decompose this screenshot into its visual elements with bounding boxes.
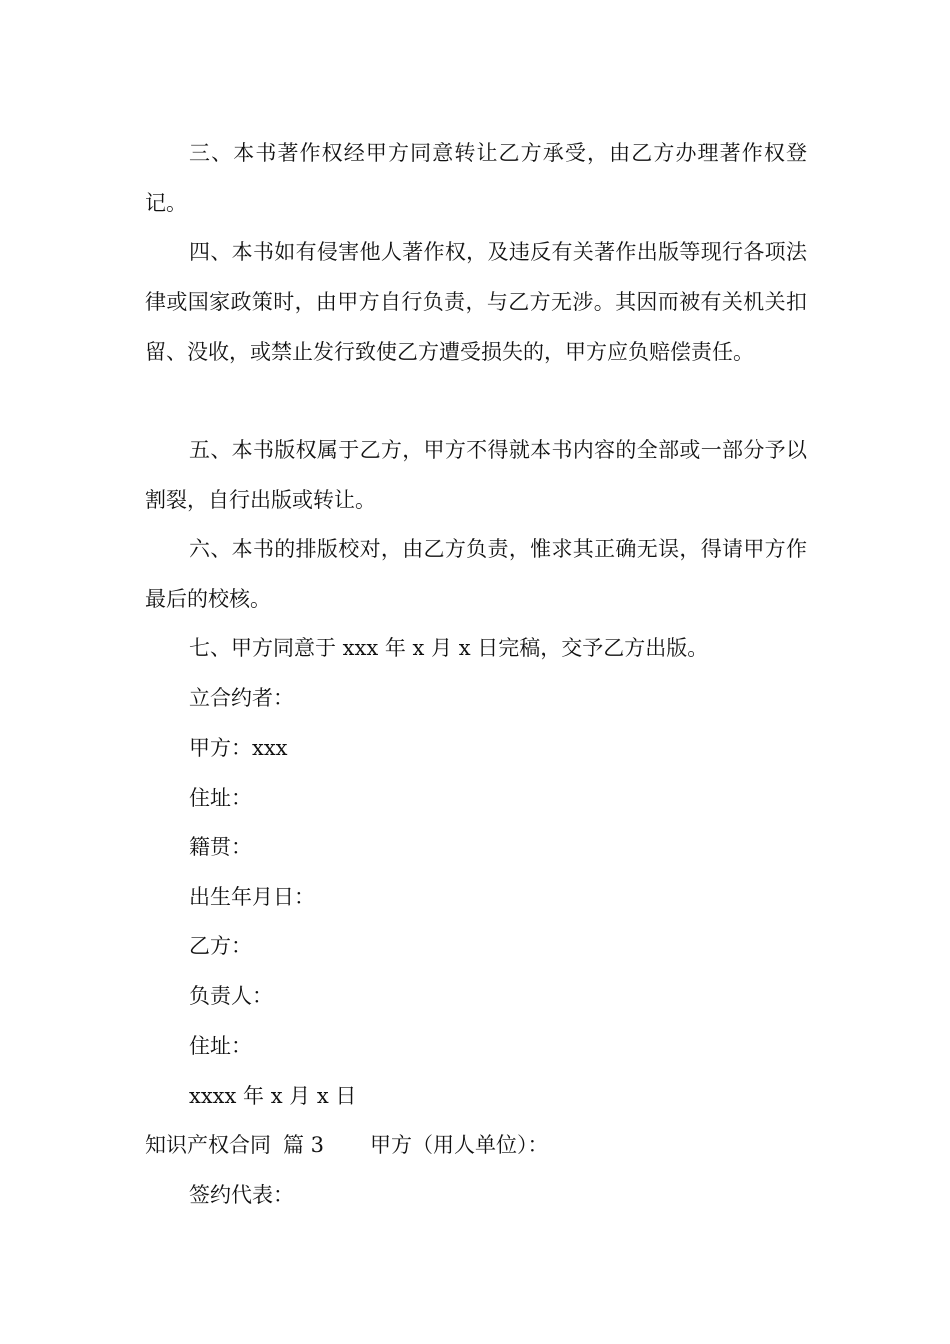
section-number: 篇 3 [283, 1133, 325, 1157]
clause-5: 五、本书版权属于乙方，甲方不得就本书内容的全部或一部分予以割裂，自行出版或转让。 [145, 438, 807, 512]
party-b-line: 乙方： [189, 934, 252, 958]
signing-representative: 签约代表： [189, 1183, 294, 1207]
birth-date-line: 出生年月日： [189, 885, 315, 909]
clause-4: 四、本书如有侵害他人著作权，及违反有关著作出版等现行各项法律或国家政策时，由甲方自行负责，与乙方无涉。其因而被有关机关扣留、没收，或禁止发行致使乙方遭受损失的，甲方应负赔偿责任。 [145, 240, 807, 364]
section-heading [145, 1120, 549, 1170]
section-title: 知识产权合同 [145, 1133, 271, 1157]
parties-label: 立合约者： [189, 686, 294, 710]
employer-party-label: 甲方（用人单位）： [370, 1133, 549, 1157]
clause-6: 六、本书的排版校对，由乙方负责，惟求其正确无误，得请甲方作最后的校核。 [145, 537, 807, 611]
signing-date: xxxx 年 x 月 x 日 [189, 1084, 357, 1108]
clause-3: 三、本书著作权经甲方同意转让乙方承受，由乙方办理著作权登记。 [145, 141, 807, 215]
party-a-address: 住址： [189, 786, 252, 810]
person-in-charge-line: 负责人： [189, 984, 273, 1008]
native-place-line: 籍贯： [189, 835, 252, 859]
party-b-address: 住址： [189, 1034, 252, 1058]
party-a-line: 甲方：xxx [189, 736, 288, 760]
clause-7: 七、甲方同意于 xxx 年 x 月 x 日完稿，交予乙方出版。 [189, 636, 709, 660]
